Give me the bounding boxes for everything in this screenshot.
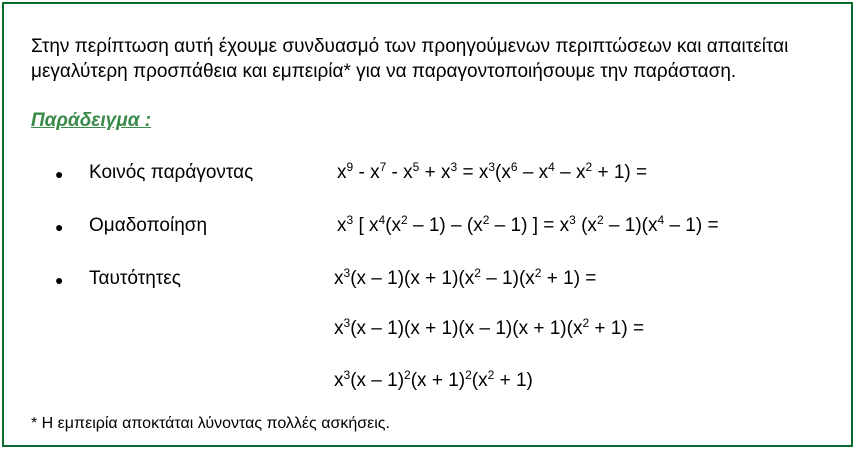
item-label-common-factor: Κοινός παράγοντας xyxy=(89,162,254,183)
bullet-icon: ● xyxy=(55,272,64,288)
formula-identities-line-3: $x^3(x - 1)^2(x + 1)^2(x^2 + 1)$ xyxy=(334,368,533,391)
formula-common-factor: $x^9 - x^7 - x^5 + x^3 = x^3(x^6 - x^4 - x^2 + 1)$ = xyxy=(337,160,648,183)
formula-identities-line-1: $x^3(x - 1)(x + 1)(x^2 - 1)(x^2 + 1)$ = xyxy=(334,266,597,289)
content-frame xyxy=(2,2,853,447)
intro-paragraph: Στην περίπτωση αυτή έχουμε συνδυασμό των προηγούμενων περιπτώσεων και απαιτείται μεγαλύτερη προσπάθεια και εμπειρία* για να παραγοντοποιήσουμε την παράσταση. xyxy=(31,36,789,82)
formula-identities-line-2: $x^3(x - 1)(x + 1)(x - 1)(x + 1)(x^2 + 1)$ = xyxy=(334,316,645,339)
item-label-grouping: Ομαδοποίηση xyxy=(89,215,208,236)
formula-grouping: $x^3$ [ $x^4(x^2 - 1) - (x^2 - 1)$ ] = $x^3$ $(x^2 - 1)(x^4 - 1)$ = xyxy=(337,213,719,236)
footnote: * Η εμπειρία αποκτάται λύνοντας πολλές ασκήσεις. xyxy=(31,415,390,432)
example-heading: Παράδειγμα : xyxy=(31,110,152,131)
bullet-icon: ● xyxy=(55,219,64,235)
item-label-identities: Ταυτότητες xyxy=(89,268,181,289)
bullet-icon: ● xyxy=(55,166,64,182)
